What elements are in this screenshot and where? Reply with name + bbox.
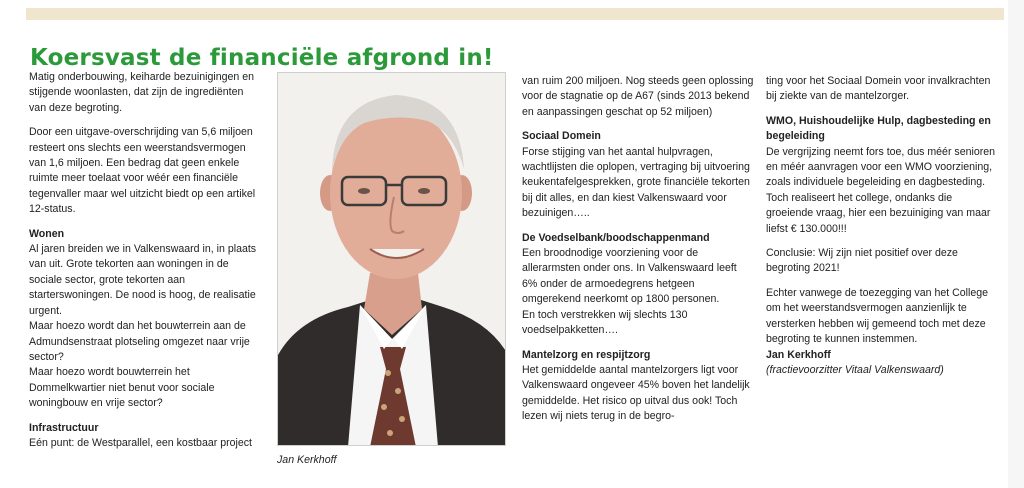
wonen-paragraph: Maar hoezo wordt bouwterrein het Dommelkwartier niet benut voor sociale woningbouw en vrije sector? — [29, 366, 215, 410]
photo-caption: Jan Kerkhoff — [277, 454, 337, 466]
author-role: (fractievoorzitter Vitaal Valkenswaard) — [766, 363, 944, 376]
echter-paragraph: Echter vanwege de toezegging van het College om het weerstandsvermogen aanzienlijk te versterken hebben wij gemeend toch met deze begroting te kunnen instemmen. — [766, 286, 989, 346]
section-heading-wonen: Wonen — [29, 227, 65, 240]
mantelzorg-paragraph: Het gemiddelde aantal mantelzorgers ligt voor Valkenswaard ongeveer 45% boven het landelijk gemiddelde. Het risico op uitval dus ook! Toch lezen wij niets terug in de begro- — [522, 363, 750, 423]
conclusion-paragraph: Conclusie: Wij zijn niet positief over deze begroting 2021! — [766, 247, 958, 275]
portrait-photo — [277, 72, 506, 446]
voedsel-paragraph: En toch verstrekken wij slechts 130 voedselpakketten…. — [522, 308, 688, 337]
author-name: Jan Kerkhoff — [766, 348, 831, 361]
section-heading-wmo: WMO, Huishoudelijke Hulp, dagbesteding en begeleiding — [766, 114, 991, 143]
sociaal-paragraph: Forse stijging van het aantal hulpvragen, wachtlijsten die oplopen, vertraging bij uitvoering keukentafelgesprekken, grote financiële tekorten bij dit alles, en dan kiest Valkenswaard voor bezuinigen….. — [522, 145, 750, 220]
wmo-paragraph: Toch realiseert het college, ondanks die groeiende vraag, hier een bezuiniging van maar liefst € 130.000!!! — [766, 191, 991, 235]
intro-paragraph: Matig onderbouwing, keiharde bezuinigingen en stijgende woonlasten, dat zijn de ingrediënten van deze begroting. — [29, 71, 254, 114]
voedsel-paragraph: Een broodnodige voorziening voor de allerarmsten onder ons. In Valkenswaard leeft 6% onder de armoedegrens hetgeen omgerekend neerkomt op 1800 personen. — [522, 247, 737, 306]
wmo-paragraph: De vergrijzing neemt fors toe, dus méér senioren en méér aanvragen voor een WMO voorziening, zoals individuele begeleiding en dagbesteding. — [766, 145, 996, 189]
column-4 — [766, 74, 1000, 378]
infra-paragraph: Eén punt: de Westparallel, een kostbaar project — [29, 436, 252, 449]
header-band — [26, 8, 1004, 20]
section-heading-voedselbank: De Voedselbank/boodschappenmand — [522, 231, 710, 244]
continued-paragraph: ting voor het Sociaal Domein voor invalkrachten bij ziekte van de mantelzorger. — [766, 75, 991, 103]
wonen-paragraph: Al jaren breiden we in Valkenswaard in, in plaats van uit. Grote tekorten aan woningen in de sociale sector, grote tekorten aan starterswoningen. De nood is hoog, de realisatie urgent. — [29, 243, 257, 317]
wonen-paragraph: Maar hoezo wordt dan het bouwterrein aan de Admundsenstraat plotseling omgezet naar vrije sector? — [29, 320, 250, 363]
portrait-illustration — [278, 73, 506, 446]
section-heading-mantelzorg: Mantelzorg en respijtzorg — [522, 348, 651, 361]
column-3 — [522, 74, 754, 425]
continued-paragraph: van ruim 200 miljoen. Nog steeds geen oplossing voor de stagnatie op de A67 (sinds 2013 bekend en aanpassingen geschat op 52 miljoen) — [522, 75, 754, 118]
column-1 — [29, 70, 262, 451]
page-edge — [1008, 0, 1024, 488]
section-heading-sociaal-domein: Sociaal Domein — [522, 130, 601, 143]
section-heading-infrastructuur: Infrastructuur — [29, 421, 99, 434]
intro-paragraph: Door een uitgave-overschrijding van 5,6 miljoen resteert ons slechts een weerstandsvermogen van 1,6 miljoen. Een bedrag dat geen enkele ruimte meer toelaat voor wéér een financiële tegenvaller maar wel uitzicht biedt op een artikel 12-status. — [29, 126, 256, 216]
article-title: Koersvast de financiële afgrond in! — [30, 45, 494, 72]
